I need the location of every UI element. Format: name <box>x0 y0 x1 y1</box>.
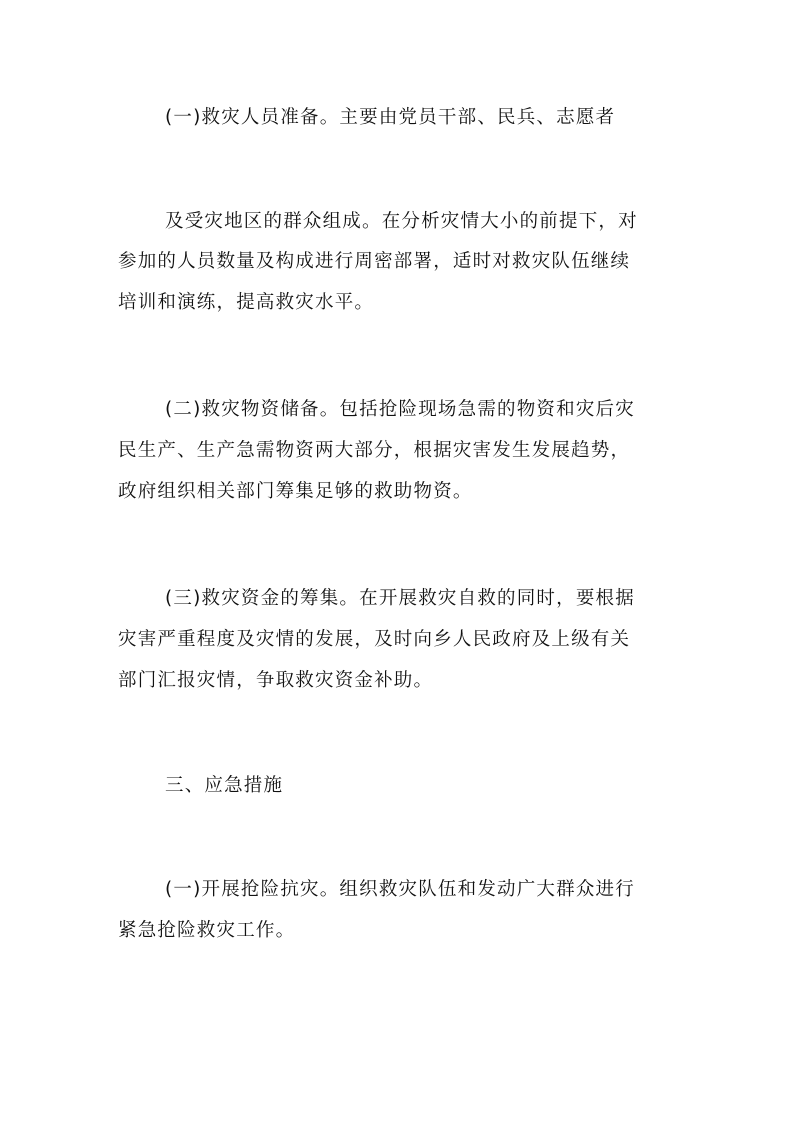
paragraph-personnel-line-2: 参加的人员数量及构成进行周密部署，适时对救灾队伍继续 <box>118 251 631 272</box>
paragraph-personnel-line-1: 及受灾地区的群众组成。在分析灾情大小的前提下，对 <box>165 211 638 232</box>
paragraph-funds-line-2: 灾害严重程度及灾情的发展，及时向乡人民政府及上级有关 <box>118 629 631 650</box>
paragraph-funds-line-3: 部门汇报灾情，争取救灾资金补助。 <box>118 670 434 691</box>
paragraph-materials-line-3: 政府组织相关部门筹集足够的救助物资。 <box>118 481 473 502</box>
paragraph-funds-line-1: (三)救灾资金的筹集。在开展救灾自救的同时，要根据 <box>165 588 635 609</box>
paragraph-rescue-line-2: 紧急抢险救灾工作。 <box>118 920 296 941</box>
paragraph-materials-line-1: (二)救灾物资储备。包括抢险现场急需的物资和灾后灾 <box>165 399 635 420</box>
paragraph-personnel-line-3: 培训和演练，提高救灾水平。 <box>118 292 375 313</box>
paragraph-materials-line-2: 民生产、生产急需物资两大部分，根据灾害发生发展趋势， <box>118 440 631 461</box>
section-heading-emergency-measures: 三、应急措施 <box>165 775 284 796</box>
paragraph-rescue-line-1: (一)开展抢险抗灾。组织救灾队伍和发动广大群众进行 <box>165 879 635 900</box>
paragraph-personnel-heading-line: (一)救灾人员准备。主要由党员干部、民兵、志愿者 <box>165 107 616 128</box>
